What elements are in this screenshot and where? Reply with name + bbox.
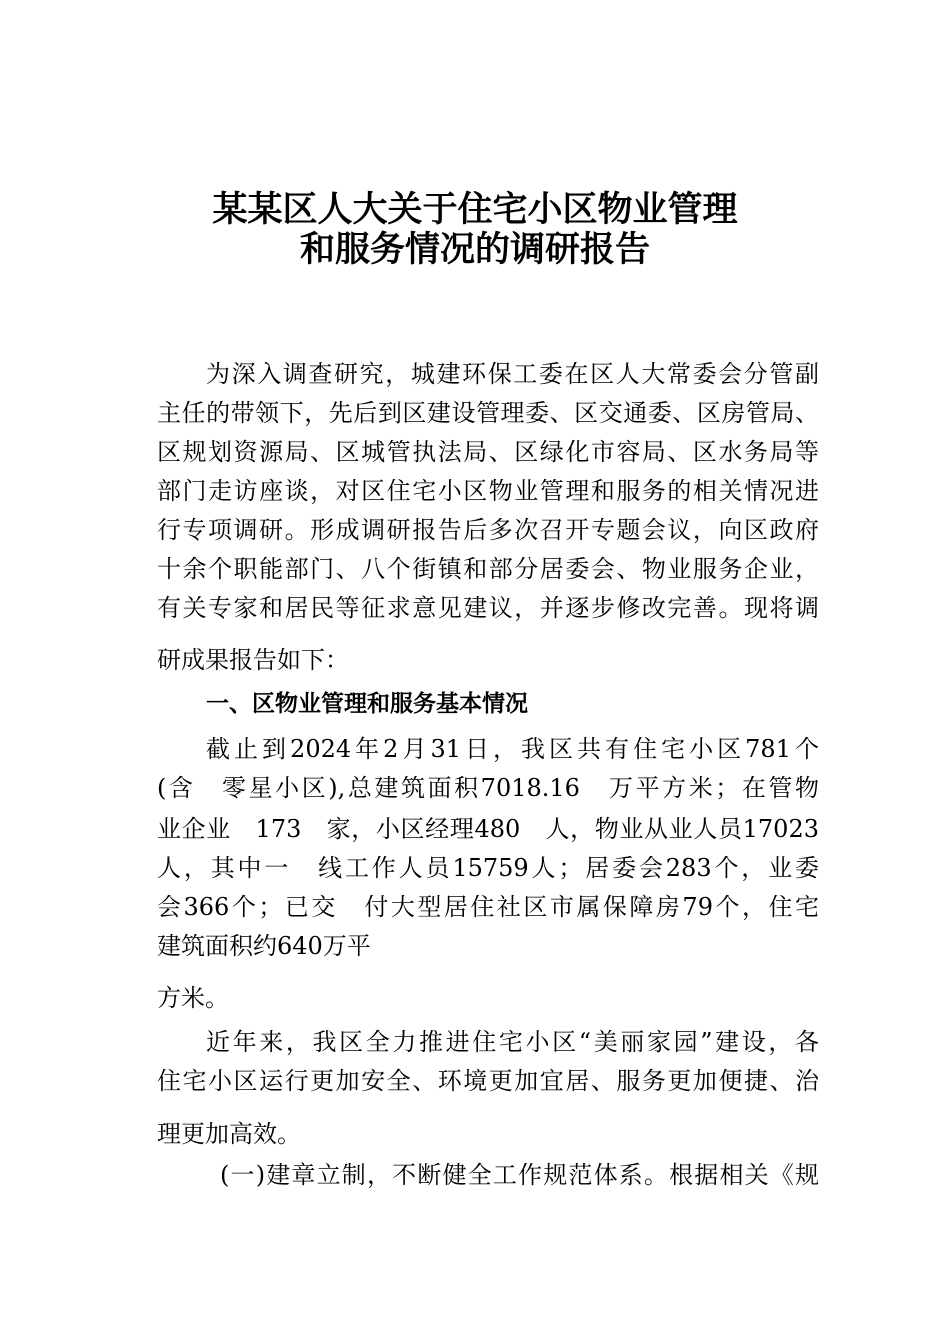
paragraph-line: 方米。 bbox=[157, 984, 229, 1012]
intro-line: 有关专家和居民等征求意见建议，并逐步修改完善。现将调 bbox=[157, 594, 819, 622]
paragraph-line: (含 零星小区),总建筑面积7018.16 万平方米；在管物 bbox=[157, 774, 819, 802]
intro-line: 部门走访座谈，对区住宅小区物业管理和服务的相关情况进 bbox=[157, 477, 819, 505]
paragraph-line: 截止到2024年2月31日，我区共有住宅小区781个 bbox=[206, 735, 819, 763]
paragraph-line: 建筑面积约640万平 bbox=[157, 932, 371, 960]
intro-line: 主任的带领下，先后到区建设管理委、区交通委、区房管局、 bbox=[157, 399, 819, 427]
paragraph-line: 人，其中一 线工作人员15759人；居委会283个，业委 bbox=[157, 854, 819, 882]
document-title-line-2: 和服务情况的调研报告 bbox=[299, 229, 650, 270]
paragraph-line: 近年来，我区全力推进住宅小区“美丽家园”建设，各 bbox=[206, 1028, 819, 1056]
intro-line: 区规划资源局、区城管执法局、区绿化市容局、区水务局等 bbox=[157, 438, 819, 466]
paragraph-line: 业企业 173 家，小区经理480 人，物业从业人员17023 bbox=[157, 815, 819, 843]
paragraph-line: 会366个；已交 付大型居住社区市属保障房79个，住宅 bbox=[157, 893, 819, 921]
paragraph-line: 理更加高效。 bbox=[157, 1120, 301, 1148]
intro-line: 十余个职能部门、八个街镇和部分居委会、物业服务企业， bbox=[157, 555, 819, 583]
intro-line: 研成果报告如下： bbox=[157, 646, 349, 674]
section-heading: 一、区物业管理和服务基本情况 bbox=[206, 691, 528, 717]
document-title-line-1: 某某区人大关于住宅小区物业管理 bbox=[212, 189, 738, 230]
paragraph-line: 住宅小区运行更加安全、环境更加宜居、服务更加便捷、治 bbox=[157, 1067, 819, 1095]
intro-line: 为深入调查研究，城建环保工委在区人大常委会分管副 bbox=[206, 360, 819, 388]
intro-line: 行专项调研。形成调研报告后多次召开专题会议，向区政府 bbox=[157, 516, 819, 544]
subsection-line: (一)建章立制，不断健全工作规范体系。根据相关《规 bbox=[220, 1161, 819, 1189]
